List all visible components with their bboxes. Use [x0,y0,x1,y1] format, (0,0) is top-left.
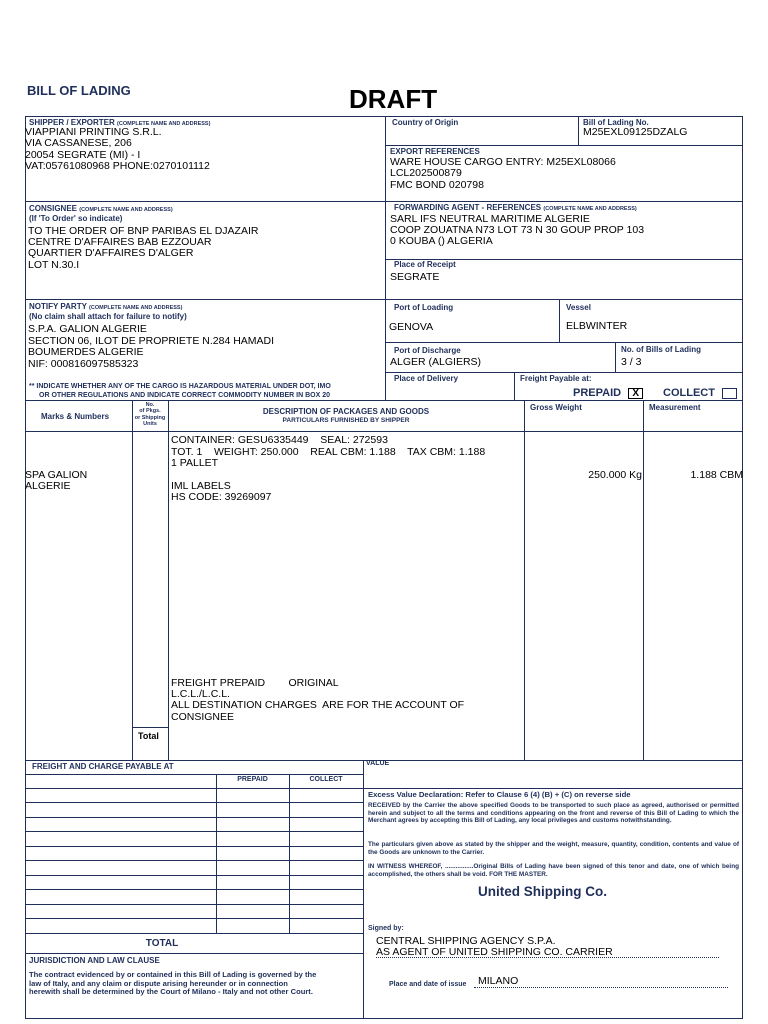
jurisdiction-label: JURISDICTION AND LAW CLAUSE [29,956,160,965]
hazard-note-1: ** INDICATE WHETHER ANY OF THE CARGO IS HAZARDOUS MATERIAL UNDER DOT, IMO [29,383,331,390]
jurisdiction-text-1: The contract evidenced by or contained in this Bill of Lading is governed by the [29,970,317,979]
bl-number-value: M25EXL09125DZALG [583,126,688,138]
draft-title: DRAFT [349,84,438,114]
shipper-vat: VAT:05761080968 PHONE:0270101112 [25,160,210,172]
description-header: DESCRIPTION OF PACKAGES AND GOODS [262,407,430,416]
signed-by-label: Signed by: [368,925,404,932]
cargo-desc-5: IML LABELS [171,480,231,492]
freight-charge-label: FREIGHT AND CHARGE PAYABLE AT [32,762,174,771]
particulars-clause: The particulars given above as stated by the shipper and the weight, measure, quantity, condition, contents and value of the Goods are unknown to the Carrier. [368,841,739,856]
signed-by-line-1: CENTRAL SHIPPING AGENCY S.P.A. [376,935,556,947]
consignee-line-1: TO THE ORDER OF BNP PARIBAS EL DJAZAIR [28,225,259,237]
forwarding-agent-line-3: 0 KOUBA () ALGERIA [390,235,493,247]
port-of-loading-label: Port of Loading [394,303,454,312]
consignee-note: (If 'To Order' so indicate) [29,214,123,223]
cargo-footer-4: CONSIGNEE [171,711,235,723]
received-clause: RECEIVED by the Carrier the above specified Goods to be transported to such place as agreed, authorised or permitted herein and subject to all the terms and conditions appearing on the front and reverse of this Bill of Lading to which the Merchant agrees by accepting this Bill of Lading, any local privileges and customs notwithstanding. [368,802,739,825]
export-ref-3: FMC BOND 020798 [390,179,484,191]
signed-by-line-2: AS AGENT OF UNITED SHIPPING CO. CARRIER [376,946,613,958]
total-packages-label: Total [138,731,159,741]
cargo-footer-1: FREIGHT PREPAID ORIGINAL [171,677,339,689]
consignee-line-3: QUARTIER D'AFFAIRES D'ALGER [28,247,194,259]
cargo-marks-1: SPA GALION [25,469,88,481]
notify-line-4: NIF: 000816097585323 [28,358,139,370]
carrier-company-logo: United Shipping Co. [478,884,607,899]
freight-total-label: TOTAL [145,938,179,949]
measurement-value: 1.188 CBM [690,469,743,481]
cargo-desc-6: HS CODE: 39269097 [171,491,272,503]
notify-line-1: S.P.A. GALION ALGERIE [28,323,147,335]
freight-prepaid-header: PREPAID [237,776,268,783]
export-ref-2: LCL202500879 [390,167,462,179]
cargo-footer-3: ALL DESTINATION CHARGES ARE FOR THE ACCOUNT OF [171,699,465,711]
witness-clause: IN WITNESS WHEREOF, ................Original Bills of Lading have been signed of this tenor and date, one of which being accomplished, the others shall be void. FOR THE MASTER. [368,863,739,878]
prepaid-checkbox[interactable]: X [628,388,643,399]
prepaid-option: PREPAID X [573,387,643,399]
gross-weight-header: Gross Weight [530,403,582,412]
cargo-desc-1: CONTAINER: GESU6335449 SEAL: 272593 [171,434,388,446]
no-bills-label: No. of Bills of Lading [621,345,701,354]
no-bills-value: 3 / 3 [621,356,642,368]
consignee-label: CONSIGNEE (COMPLETE NAME AND ADDRESS) [29,204,173,213]
port-of-discharge-label: Port of Discharge [394,346,461,355]
pkgs-header: No. of Pkgs. or Shipping Units [134,402,166,427]
export-references-label: EXPORT REFERENCES [390,147,480,156]
consignee-line-2: CENTRE D'AFFAIRES BAB EZZOUAR [28,236,212,248]
country-of-origin-label: Country of Origin [392,118,459,127]
shipper-name: VIAPPIANI PRINTING S.R.L. [25,126,162,138]
forwarding-agent-label: FORWARDING AGENT - REFERENCES (COMPLETE NAME AND ADDRESS) [394,203,637,212]
measurement-header: Measurement [649,403,701,412]
export-ref-1: WARE HOUSE CARGO ENTRY: M25EXL08066 [390,156,616,168]
collect-checkbox[interactable] [722,388,737,399]
cargo-footer-2: L.C.L./L.C.L. [171,688,230,700]
place-of-delivery-label: Place of Delivery [394,374,459,383]
forwarding-agent-line-2: COOP ZOUATNA N73 LOT 73 N 30 GOUP PROP 103 [390,224,645,236]
place-date-value: MILANO [478,975,519,987]
forwarding-agent-line-1: SARL IFS NEUTRAL MARITIME ALGERIE [390,213,590,225]
bill-of-lading-title: BILL OF LADING [27,83,131,98]
notify-party-label: NOTIFY PARTY (COMPLETE NAME AND ADDRESS) [29,302,183,311]
gross-weight-value: 250.000 Kg [588,469,642,481]
freight-collect-header: COLLECT [309,776,343,783]
jurisdiction-text-2: law of Italy, and any claim or dispute arising hereunder or in connection [29,979,288,988]
notify-line-2: SECTION 06, ILOT DE PROPRIETE N.284 HAMADI [28,335,275,347]
notify-party-note: (No claim shall attach for failure to notify) [29,312,187,321]
vessel-value: ELBWINTER [566,320,628,332]
notify-line-3: BOUMERDES ALGERIE [28,346,144,358]
shipper-address-1: VIA CASSANESE, 206 [25,137,132,149]
port-of-loading-value: GENOVA [389,321,434,333]
place-date-label: Place and date of issue [389,981,467,988]
place-of-receipt-value: SEGRATE [390,271,440,283]
port-of-discharge-value: ALGER (ALGIERS) [390,356,482,368]
jurisdiction-text-3: herewith shall be determined by the Court of Milano - Italy and not other Court. [29,987,313,996]
bl-number-label: Bill of Lading No. [583,118,649,127]
vessel-label: Vessel [566,303,591,312]
cargo-marks-2: ALGERIE [25,480,71,492]
cargo-desc-2: TOT. 1 WEIGHT: 250.000 REAL CBM: 1.188 TAX CBM: 1.188 [171,446,486,458]
marks-header: Marks & Numbers [41,412,110,421]
shipper-address-2: 20054 SEGRATE (MI) - I [25,149,141,161]
hazard-note-2: OR OTHER REGULATIONS AND INDICATE CORRECT COMMODITY NUMBER IN BOX 20 [39,392,331,399]
excess-value-declaration: Excess Value Declaration: Refer to Clause 6 (4) (B) + (C) on reverse side [368,790,631,799]
place-of-receipt-label: Place of Receipt [394,260,456,269]
cargo-desc-3: 1 PALLET [171,457,219,469]
consignee-line-4: LOT N.30.I [28,259,80,271]
freight-payable-label: Freight Payable at: [520,374,592,383]
value-label: VALUE [366,760,390,767]
description-subheader: PARTICULARS FURNISHED BY SHIPPER [282,417,410,424]
collect-option: COLLECT [663,387,737,399]
shipper-label: SHIPPER / EXPORTER (COMPLETE NAME AND ADDRESS) [29,118,211,127]
